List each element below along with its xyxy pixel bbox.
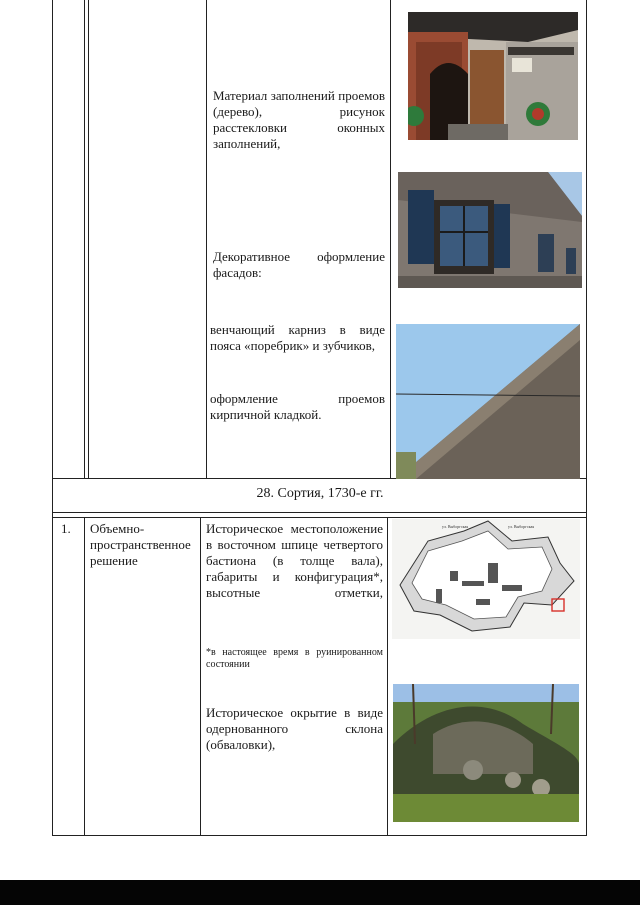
map-label-b: ул. Выборгская xyxy=(508,524,535,529)
table-border-col1 xyxy=(84,0,85,478)
photo-facade-windows xyxy=(398,172,582,288)
fortress-plan-map xyxy=(392,519,580,639)
row-name: Объемно-пространственное решение xyxy=(90,521,191,568)
text-cell-openings: оформление проемов кирпичной кладкой. xyxy=(210,391,385,422)
section-title-bottom xyxy=(52,512,587,513)
table-border-col4 xyxy=(390,0,391,478)
table-border-col3 xyxy=(206,0,207,478)
table-border-desc xyxy=(387,517,388,836)
row-description-cover: Историческое окрытие в виде одернованного склона (обваловки), xyxy=(206,705,383,752)
row-footnote: *в настоящее время в руинированном состоянии xyxy=(206,647,383,670)
table-border-bottom xyxy=(52,835,587,836)
table-border-left-outer xyxy=(52,0,53,836)
table-border-right-outer xyxy=(586,0,587,836)
row-description-location: Историческое местоположение в восточном шпице четвертого бастиона (в толще вала), габариты и конфигурация*, высотные отметки, xyxy=(206,521,383,600)
table-border-col2 xyxy=(88,0,89,478)
map-label-a: ул. Выборгская xyxy=(442,524,469,529)
photo-overgrown-mound xyxy=(393,684,579,822)
row-number: 1. xyxy=(61,521,71,536)
text-cell-decor: Декоративное оформление фасадов: xyxy=(213,249,385,280)
row-separator-lower xyxy=(52,517,587,518)
table-border-num xyxy=(84,517,85,836)
scan-bottom-band xyxy=(0,880,640,905)
table-border-name xyxy=(200,517,201,836)
section-title: 28. Сортия, 1730-е гг. xyxy=(256,486,384,501)
text-cell-cornice: венчающий карниз в виде пояса «поребрик» и зубчиков, xyxy=(210,322,385,353)
photo-entrance-door xyxy=(408,12,578,140)
text-cell-window-material: Материал заполнений проемов (дерево), рисунок расстекловки оконных заполнений, xyxy=(213,88,385,151)
photo-cornice xyxy=(396,324,580,479)
